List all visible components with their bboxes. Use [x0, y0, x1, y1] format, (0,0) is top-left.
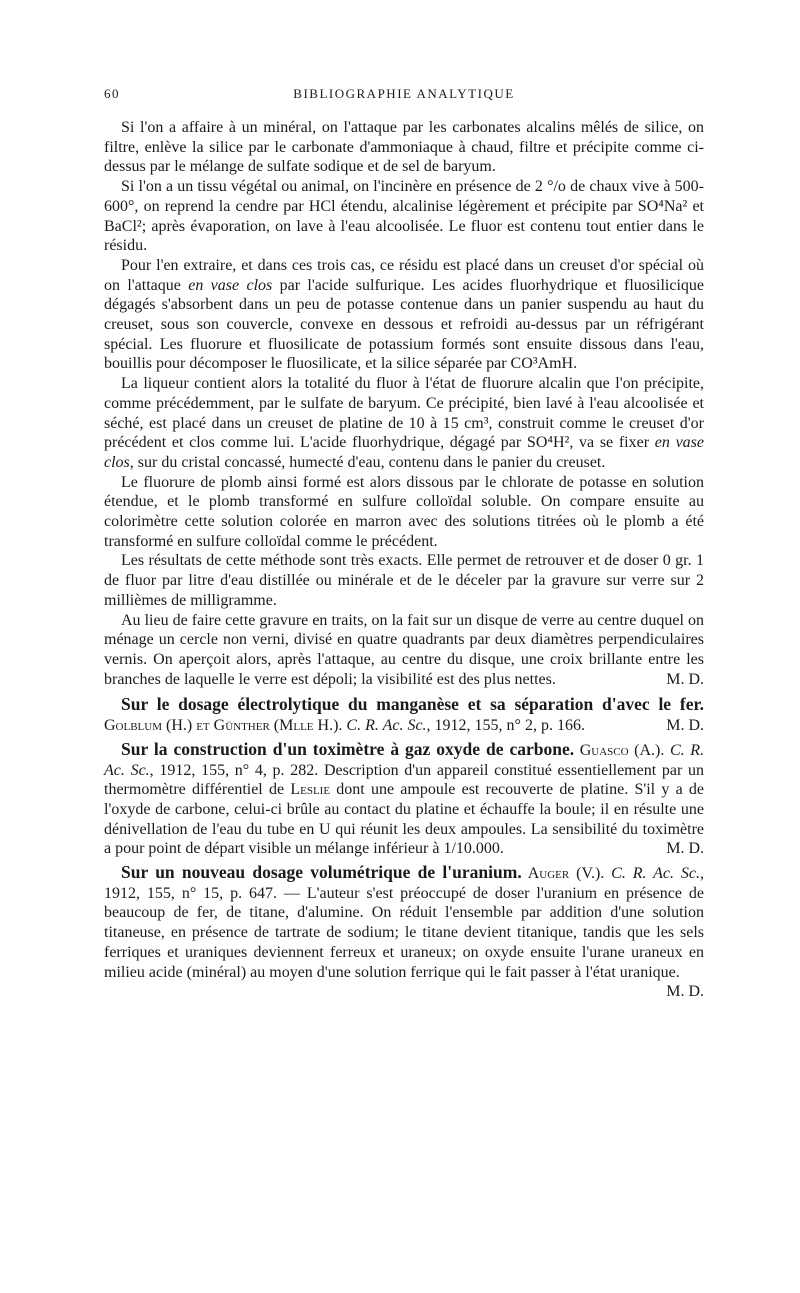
page-header	[104, 86, 704, 106]
paragraph: Si l'on a affaire à un minéral, on l'attaque par les carbonates alcalins mêlés de silice, on filtre, enlève la silice par le carbonate d'ammoniaque à chaud, filtre et précipite comme ci-dessus par le mélange de sulfate sodique et de sel de baryum.	[104, 119, 704, 176]
entry-authors: Golblum (H.) et Günther (Mlle H.).	[104, 717, 347, 735]
body-text	[104, 118, 704, 1002]
paragraph: Le fluorure de plomb ainsi formé est alors dissous par le chlorate de potasse en solution étendue, et le plomb transformé en sulfure colloïdal soluble. On compare ensuite au colorimètre cette solution colorée en marron avec des solutions titrées où le plomb a été transformé en sulfure colloïdal comme le précédent.	[104, 473, 704, 550]
page-number: 60	[104, 86, 120, 101]
paragraph: La liqueur contient alors la totalité du fluor à l'état de fluorure alcalin que l'on précipite, comme précédemment, par le sulfate de baryum. Ce précipité, bien lavé à l'eau alcoolisée et séché, est placé dans un creuset de platine de 10 à 15 cm³, construit comme le creuset d'or précédent et clos comme lui. L'acide fluorhydrique, dégagé par SO⁴H², va se fixer en vase clos, sur du cristal concassé, humecté d'eau, contenu dans le panier du creuset.	[104, 375, 704, 471]
signature: M. D.	[666, 983, 704, 1001]
bibliography-entry: Sur le dosage électrolytique du manganèse et sa séparation d'avec le fer. Golblum (H.) et Günther (Mlle H.). C. R. Ac. Sc., 1912, 155, n° 2, p. 166. M. D.	[104, 694, 704, 735]
bibliography-entry: Sur la construction d'un toximètre à gaz oxyde de carbone. Guasco (A.). C. R. Ac. Sc., 1912, 155, n° 4, p. 282. Description d'un appareil constitué essentiellement par un thermomètre différentiel de Leslie dont une ampoule est recouverte de platine. S'il y a de l'oxyde de carbone, celui-ci brûle au contact du platine et échauffe la boule; il en résulte une dénivellation de l'eau du tube en U qui réunit les deux ampoules. La sensibilité du toximètre a pour point de départ visible un mélange inférieur à 1/10.000. M. D.	[104, 738, 705, 858]
entry-title: Sur le dosage électrolytique du manganèse et sa séparation d'avec le fer.	[121, 694, 704, 715]
paragraph: Si l'on a un tissu végétal ou animal, on l'incinère en présence de 2 °/o de chaux vive à 500-600°, on reprend la cendre par HCl étendu, alcalinise légèrement et précipite par SO⁴Na² et BaCl²; après évaporation, on lave à l'eau alcoolisée. Le fluor est contenu tout entier dans le résidu.	[104, 178, 704, 255]
paragraph: Pour l'en extraire, et dans ces trois cas, ce résidu est placé dans un creuset d'or spécial où on l'attaque en vase clos par l'acide sulfurique. Les acides fluorhydrique et fluosilicique dégagés s'absorbent dans un peu de potasse contenue dans un panier suspendu au haut du creuset, sous son couvercle, convexe en dessous et refroidi au-dessus par un réfrigérant spécial. Les fluorure et fluosilicate de potassium formés sont ensuite dissous dans l'eau, bouillis pour décomposer le fluosilicate, et la silice séparée par CO³AmH.	[104, 256, 705, 373]
entry-author: Auger (V.).	[521, 865, 612, 883]
paragraph: Au lieu de faire cette gravure en traits, on la fait sur un disque de verre au centre duquel on ménage un cercle non verni, divisé en quatre quadrants par deux diamètres perpendiculaires vernis. On aperçoit alors, après l'attaque, au centre du disque, une croix brillante entre les branches de laquelle le verre est dépoli; la visibilité est des plus nettes. M. D.	[104, 611, 704, 688]
entry-author: Guasco	[579, 741, 629, 759]
bibliography-entry: Sur un nouveau dosage volumétrique de l'uranium. Auger (V.). C. R. Ac. Sc., 1912, 155, n° 15, p. 647. — L'auteur s'est préoccupé de doser l'uranium en présence de beaucoup de fer, de titane, d'alumine. On réduit l'ensemble par addition d'une solution titaneuse, en présence de tartrate de sodium; le titane devient titanique, tandis que les sels ferriques et uraniques deviennent ferreux et uraneux; on oxyde ensuite l'urane uraneux en milieu acide (minéral) au moyen d'une solution ferrique qui le fait passer à l'état uranique. M. D.	[104, 862, 705, 1001]
entry-title: Sur un nouveau dosage volumétrique de l'uranium.	[121, 862, 522, 883]
signature: M. D.	[666, 717, 704, 735]
signature: M. D.	[666, 840, 704, 858]
running-title: BIBLIOGRAPHIE ANALYTIQUE	[293, 86, 515, 101]
paragraph: Les résultats de cette méthode sont très exacts. Elle permet de retrouver et de doser 0 gr. 1 de fluor par litre d'eau distillée ou minérale et de le déceler par la gravure sur verre sur 2 millièmes de milligramme.	[104, 552, 704, 609]
signature: M. D.	[666, 670, 704, 688]
entry-title: Sur la construction d'un toximètre à gaz oxyde de carbone.	[121, 738, 575, 759]
